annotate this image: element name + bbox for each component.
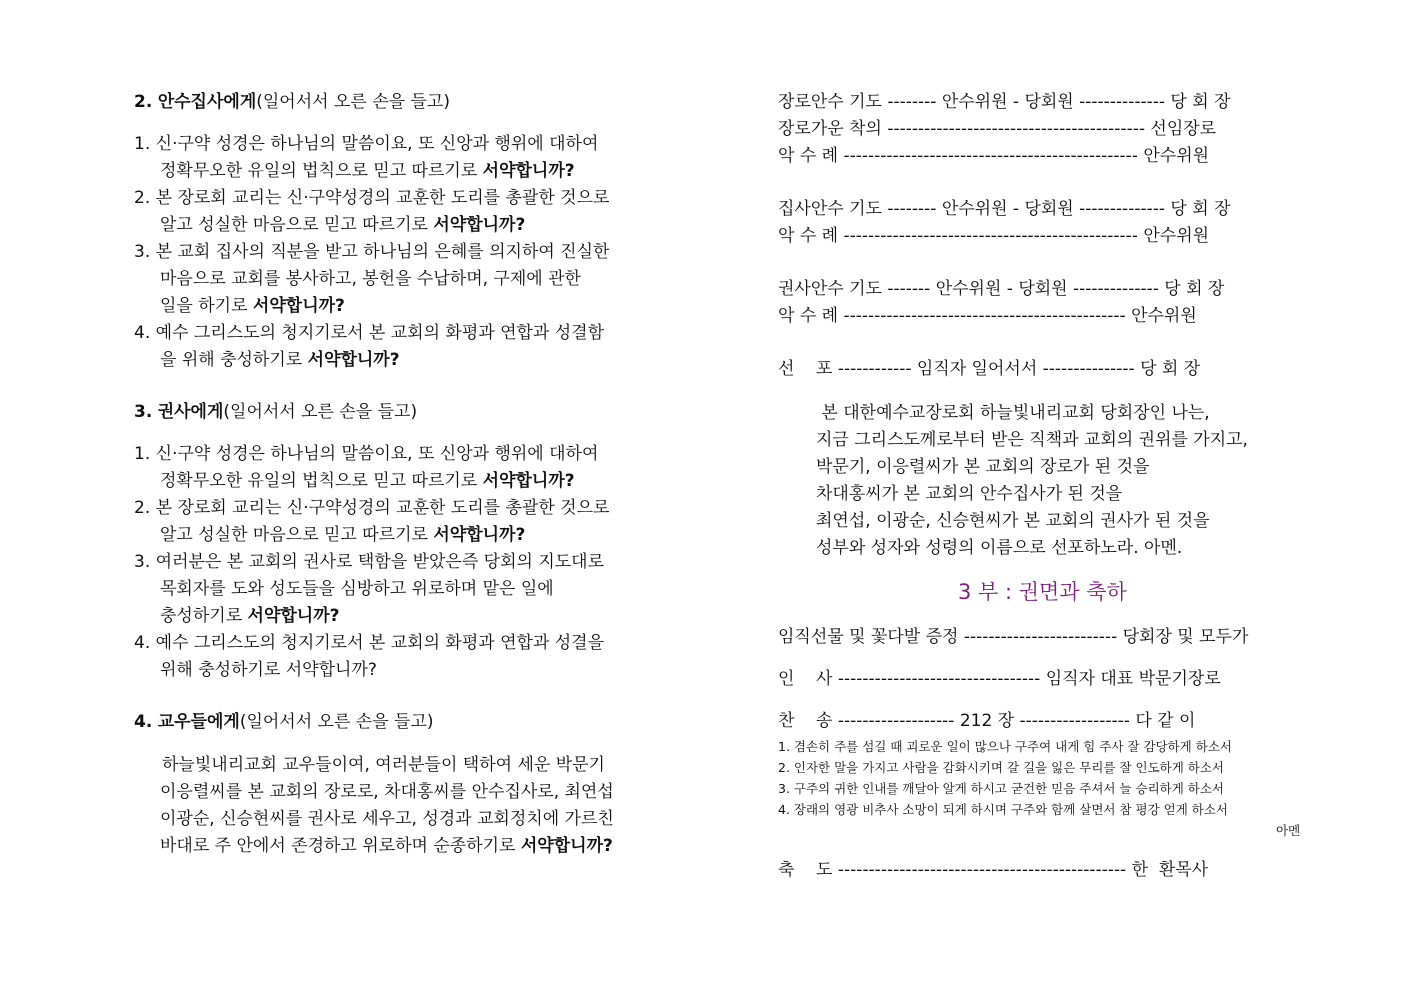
section-4-heading	[134, 709, 434, 735]
section-instruction: (일어서서 오른 손을 들고)	[239, 712, 434, 732]
vow-item-line	[160, 266, 581, 292]
vow-item-line	[160, 603, 340, 629]
item-number: 3.	[134, 552, 151, 572]
section-instruction: (일어서서 오른 손을 들고)	[223, 402, 418, 422]
order-label: 장로가운 착의	[778, 119, 882, 139]
vow-question: 서약합니까?	[482, 471, 575, 491]
order-leader: ----------------------------------------------	[843, 306, 1126, 326]
vow-item-line	[160, 657, 377, 683]
section-number: 2.	[134, 92, 153, 112]
item-line: 정확무오한 유일의 법칙으로 믿고 따르기로	[160, 161, 483, 181]
order-leader: ------- 안수위원 - 당회원 --------------	[887, 279, 1159, 299]
order-label: 찬 송	[778, 711, 833, 731]
section-number: 3.	[134, 402, 153, 422]
item-line: 여러분은 본 교회의 권사로 택함을 받았은즉 당회의 지도대로	[155, 552, 605, 572]
order-officiant: 다 같 이	[1135, 711, 1196, 731]
order-officiant: 한 환목사	[1131, 860, 1209, 880]
order-label: 축 도	[778, 860, 833, 880]
order-officiant: 당회장 및 모두가	[1122, 627, 1249, 647]
order-leader: ------------ 임직자 일어서서 ---------------	[837, 359, 1135, 379]
proclamation-line: 차대홍씨가 본 교회의 안수집사가 된 것을	[816, 484, 1123, 504]
order-leader: ------------------------------------------	[887, 119, 1145, 139]
hymn-verse: 1. 겸손히 주를 섬길 때 괴로운 일이 많으나 구주여 내게 힘 주사 잘 감당하게 하소서	[778, 739, 1232, 754]
item-line: 일을 하기로	[160, 296, 253, 316]
order-leader: ---------------------------------	[837, 669, 1041, 689]
proclamation-line: 본 대한예수교장로회 하늘빛내리교회 당회장인 나는,	[816, 403, 1210, 423]
vow-item-line	[160, 347, 400, 373]
hymn-amen: 아멘	[1276, 823, 1301, 838]
order-row	[778, 666, 1221, 692]
vow-question: 서약합니까?	[433, 525, 526, 545]
section-number: 4.	[134, 712, 153, 732]
order-row-benediction	[778, 857, 1208, 883]
order-row	[778, 276, 1224, 302]
section-title: 안수집사에게	[157, 92, 257, 112]
order-row	[778, 143, 1209, 169]
order-leader: ------------------------------------------------	[843, 146, 1138, 166]
vow-question: 서약합니까?	[520, 836, 613, 856]
vow-item-line	[160, 522, 525, 548]
order-row	[778, 116, 1216, 142]
hymn-verse: 4. 장래의 영광 비추사 소망이 되게 하시며 구주와 함께 살면서 참 평강 얻게 하소서	[778, 802, 1228, 817]
congregation-line: 하늘빛내리교회 교우들이여, 여러분들이 택하여 세운 박문기	[162, 755, 605, 775]
section-3-heading	[134, 399, 417, 425]
order-officiant: 당 회 장	[1140, 359, 1201, 379]
item-number: 1.	[134, 444, 151, 464]
vow-item	[134, 549, 604, 575]
proclamation-line: 최연섭, 이광순, 신승현씨가 본 교회의 권사가 된 것을	[816, 511, 1210, 531]
order-leader: -------------------------	[963, 627, 1118, 647]
item-line: 알고 성실한 마음으로 믿고 따르기로	[160, 525, 434, 545]
order-leader: ------------------- 212 장 ------------------	[837, 711, 1130, 731]
vow-item-line	[160, 212, 525, 238]
vow-item	[134, 495, 609, 521]
order-leader: ------------------------------------------------	[843, 226, 1138, 246]
order-leader: -------- 안수위원 - 당회원 --------------	[887, 92, 1166, 112]
vow-question: 서약합니까?	[252, 296, 345, 316]
order-label: 권사안수 기도	[778, 279, 882, 299]
order-label: 임직선물 및 꽃다발 증정	[778, 627, 959, 647]
item-number: 4.	[134, 633, 151, 653]
order-label: 악 수 례	[778, 146, 839, 166]
part-3-title: 3 부 : 권면과 축하	[958, 580, 1127, 604]
item-line: 신·구약 성경은 하나님의 말씀이요, 또 신앙과 행위에 대하여	[155, 444, 599, 464]
vow-item-line	[160, 293, 345, 319]
order-row	[778, 89, 1231, 115]
item-line: 바대로 주 안에서 존경하고 위로하며 순종하기로	[160, 836, 521, 856]
item-line: 본 교회 집사의 직분을 받고 하나님의 은혜를 의지하여 진실한	[155, 242, 610, 262]
section-title: 교우들에게	[157, 712, 240, 732]
congregation-line: 이응렬씨를 본 교회의 장로로, 차대홍씨를 안수집사로, 최연섭	[160, 782, 614, 802]
item-number: 4.	[134, 323, 151, 343]
order-label: 악 수 례	[778, 306, 839, 326]
vow-item	[134, 441, 598, 467]
order-row	[778, 196, 1231, 222]
vow-question: 서약합니까?	[482, 161, 575, 181]
hymn-verse: 3. 구주의 귀한 인내를 깨달아 알게 하시고 굳건한 믿음 주셔서 늘 승리하게 하소서	[778, 781, 1225, 796]
order-officiant: 안수위원	[1131, 306, 1197, 326]
proclamation-line: 박문기, 이응렬씨가 본 교회의 장로가 된 것을	[816, 457, 1150, 477]
order-row	[778, 303, 1197, 329]
item-line: 을 위해 충성하기로	[160, 350, 308, 370]
vow-item	[134, 239, 609, 265]
item-number: 3.	[134, 242, 151, 262]
item-line: 본 장로회 교리는 신·구약성경의 교훈한 도리를 총괄한 것으로	[155, 498, 610, 518]
order-leader: -----------------------------------------------	[837, 860, 1127, 880]
item-number: 2.	[134, 188, 151, 208]
item-line: 정확무오한 유일의 법칙으로 믿고 따르기로	[160, 471, 483, 491]
item-number: 1.	[134, 134, 151, 154]
vow-item	[134, 630, 604, 656]
order-officiant: 안수위원	[1143, 146, 1210, 166]
order-label: 집사안수 기도	[778, 199, 882, 219]
congregation-line: 이광순, 신승현씨를 권사로 세우고, 성경과 교회정치에 가르친	[160, 809, 614, 829]
order-officiant: 선임장로	[1150, 119, 1217, 139]
order-officiant: 당 회 장	[1170, 199, 1231, 219]
item-line: 목회자를 도와 성도들을 심방하고 위로하며 맡은 일에	[160, 579, 554, 599]
order-label: 장로안수 기도	[778, 92, 882, 112]
vow-item-line	[160, 468, 575, 494]
order-row-hymn	[778, 708, 1195, 734]
proclamation-line: 성부와 성자와 성령의 이름으로 선포하노라. 아멘.	[816, 538, 1183, 558]
item-line: 마음으로 교회를 봉사하고, 봉헌을 수납하며, 구제에 관한	[160, 269, 581, 289]
order-officiant: 당 회 장	[1164, 279, 1225, 299]
section-2-heading	[134, 89, 450, 115]
item-number: 2.	[134, 498, 151, 518]
item-line: 충성하기로	[160, 606, 248, 626]
proclamation-line: 지금 그리스도께로부터 받은 직책과 교회의 권위를 가지고,	[816, 430, 1248, 450]
order-row-proclamation	[778, 356, 1200, 382]
item-line: 알고 성실한 마음으로 믿고 따르기로	[160, 215, 434, 235]
vow-item-line	[160, 576, 554, 602]
vow-item	[134, 320, 604, 346]
order-label: 악 수 례	[778, 226, 839, 246]
section-instruction: (일어서서 오른 손을 들고)	[256, 92, 450, 112]
item-line: 예수 그리스도의 청지기로서 본 교회의 화평과 연합과 성결을	[155, 633, 605, 653]
item-line: 신·구약 성경은 하나님의 말씀이요, 또 신앙과 행위에 대하여	[155, 134, 599, 154]
order-leader: -------- 안수위원 - 당회원 --------------	[887, 199, 1166, 219]
order-officiant: 임직자 대표 박문기장로	[1045, 669, 1221, 689]
vow-question: 서약합니까?	[433, 215, 526, 235]
order-row	[778, 223, 1209, 249]
section-title: 권사에게	[157, 402, 224, 422]
order-row	[778, 624, 1248, 650]
vow-question: 서약합니까?	[247, 606, 340, 626]
hymn-verse: 2. 인자한 말을 가지고 사람을 감화시키며 갈 길을 잃은 무리를 잘 인도하게 하소서	[778, 760, 1225, 775]
vow-item	[134, 185, 609, 211]
congregation-line	[160, 833, 613, 859]
vow-item-line	[160, 158, 575, 184]
order-officiant: 당 회 장	[1170, 92, 1231, 112]
order-label: 인 사	[778, 669, 833, 689]
vow-item	[134, 131, 598, 157]
vow-question: 서약합니까?	[307, 350, 400, 370]
item-line: 본 장로회 교리는 신·구약성경의 교훈한 도리를 총괄한 것으로	[155, 188, 610, 208]
item-line: 예수 그리스도의 청지기로서 본 교회의 화평과 연합과 성결함	[155, 323, 605, 343]
order-label: 선 포	[778, 359, 833, 379]
order-officiant: 안수위원	[1143, 226, 1210, 246]
item-line: 위해 충성하기로 서약합니까?	[160, 660, 377, 680]
